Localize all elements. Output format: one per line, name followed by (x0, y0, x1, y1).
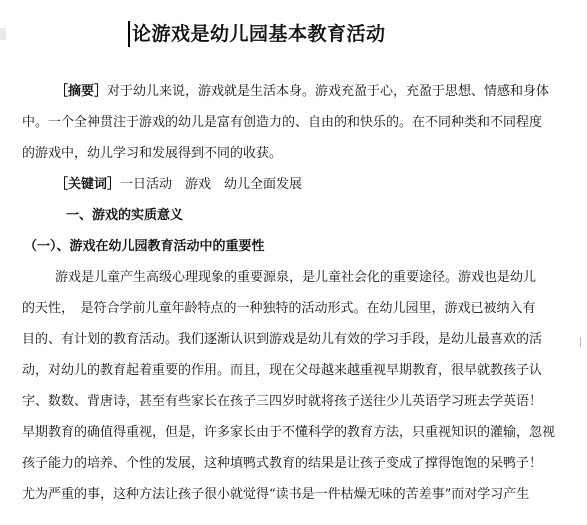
body-line-8: 尤为严重的事，这种方法让孩子很小就觉得“读书是一件枯燥无味的苦差事”而对学习产生 (22, 487, 530, 502)
body-line-3: 目的、有计划的教育活动。我们逐渐认识到游戏是幼儿有效的学习手段，是幼儿最喜欢的活 (22, 332, 543, 347)
keywords-label: ［关键词］ (55, 177, 121, 192)
body-line-4: 动，对幼儿的教育起着重要的作用。而且，现在父母越来越重视早期教育，很早就教孩子认 (22, 363, 543, 378)
body-line-2: 的天性， 是符合学前儿童年龄特点的一种独特的活动形式。在幼儿园里，游戏已被纳入有 (22, 301, 536, 316)
body-line-6: 早期教育的确值得重视，但是，许多家长由于不懂科学的教育方法，只重视知识的灌输，忽视 (22, 425, 556, 440)
body-line-5: 字、数数、背唐诗，甚至有些家长在孩子三四岁时就将孩子送往少儿英语学习班去学英语！ (22, 394, 543, 409)
left-margin-marker (0, 28, 6, 40)
section-heading: 一、游戏的实质意义 (66, 208, 184, 223)
abstract-line-1 (55, 83, 586, 101)
keywords-text: 一日活动 游戏 幼儿全面发展 (120, 177, 303, 192)
abstract-line-2: 中。一个全神贯注于游戏的幼儿是富有创造力的、自由的和快乐的。在不同种类和不同程度 (22, 115, 543, 130)
keywords-line (55, 176, 586, 194)
document-title: 论游戏是幼儿园基本教育活动 (132, 23, 386, 45)
body-line-1: 游戏是儿童产生高级心理现象的重要源泉，是儿童社会化的重要途径。游戏也是幼儿 (55, 270, 537, 285)
abstract-text-1: 对于幼儿来说，游戏就是生活本身。游戏充盈于心，充盈于思想、情感和身体 (107, 84, 550, 99)
body-line-7: 孩子能力的培养、个性的发展，这种填鸭式教育的结果是让孩子变成了撑得饱饱的呆鸭子！ (22, 456, 543, 471)
abstract-label: ［摘要］ (55, 84, 108, 99)
subsection-heading: （一）、游戏在幼儿园教育活动中的重要性 (24, 239, 265, 254)
text-cursor (128, 21, 130, 47)
abstract-line-3: 的游戏中，幼儿学习和发展得到不同的收获。 (22, 146, 283, 161)
